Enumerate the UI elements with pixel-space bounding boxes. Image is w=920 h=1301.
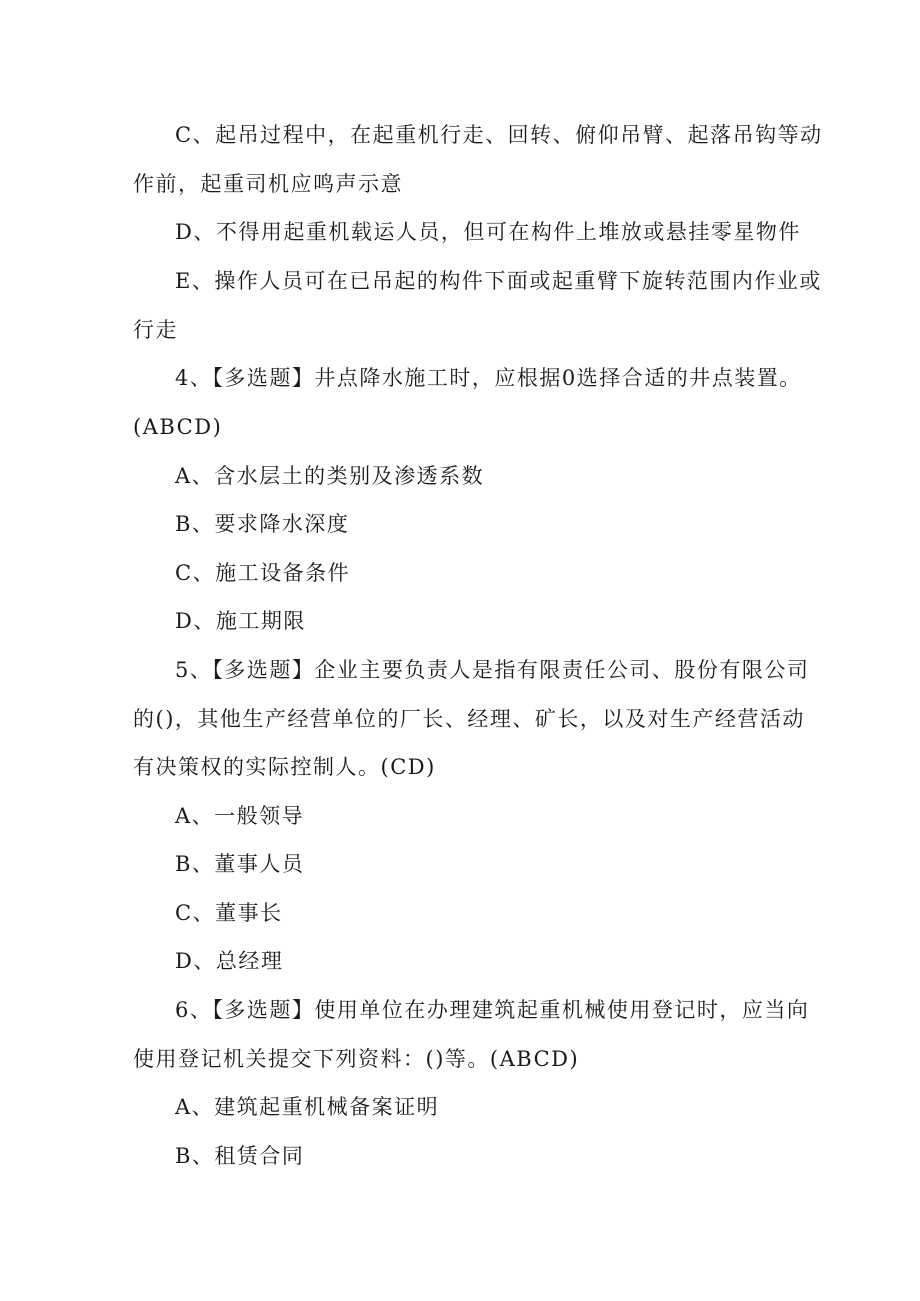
question-5-line-2: 的()，其他生产经营单位的厂长、经理、矿长，以及对生产经营活动: [133, 707, 805, 731]
question-5-line-1: 5、【多选题】企业主要负责人是指有限责任公司、股份有限公司: [175, 658, 810, 682]
question-4-line-1: 4、【多选题】井点降水施工时，应根据0选择合适的井点装置。: [175, 366, 802, 390]
option-c-line-2: 作前，起重司机应鸣声示意: [133, 172, 403, 196]
q4-option-b: B、要求降水深度: [175, 512, 350, 536]
q5-option-c: C、董事长: [175, 901, 283, 925]
q4-option-c: C、施工设备条件: [175, 561, 351, 585]
q6-option-a: A、建筑起重机械备案证明: [175, 1095, 440, 1119]
q5-option-a: A、一般领导: [175, 804, 305, 828]
question-4-answer: (ABCD): [133, 415, 223, 439]
q5-option-d: D、总经理: [175, 949, 284, 973]
question-6-line-2: 使用登记机关提交下列资料：()等。(ABCD): [133, 1047, 580, 1071]
question-6-line-1: 6、【多选题】使用单位在办理建筑起重机械使用登记时，应当向: [175, 998, 810, 1022]
q6-option-b: B、租赁合同: [175, 1144, 305, 1168]
option-d-line: D、不得用起重机载运人员，但可在构件上堆放或悬挂零星物件: [175, 220, 801, 244]
question-5-line-3: 有决策权的实际控制人。(CD): [133, 755, 436, 779]
q4-option-d: D、施工期限: [175, 609, 306, 633]
option-e-line-2: 行走: [133, 318, 178, 342]
q4-option-a: A、含水层土的类别及渗透系数: [175, 464, 485, 488]
q5-option-b: B、董事人员: [175, 852, 305, 876]
option-c-line-1: C、起吊过程中，在起重机行走、回转、俯仰吊臂、起落吊钩等动: [175, 123, 823, 147]
option-e-line-1: E、操作人员可在已吊起的构件下面或起重臂下旋转范围内作业或: [175, 269, 822, 293]
